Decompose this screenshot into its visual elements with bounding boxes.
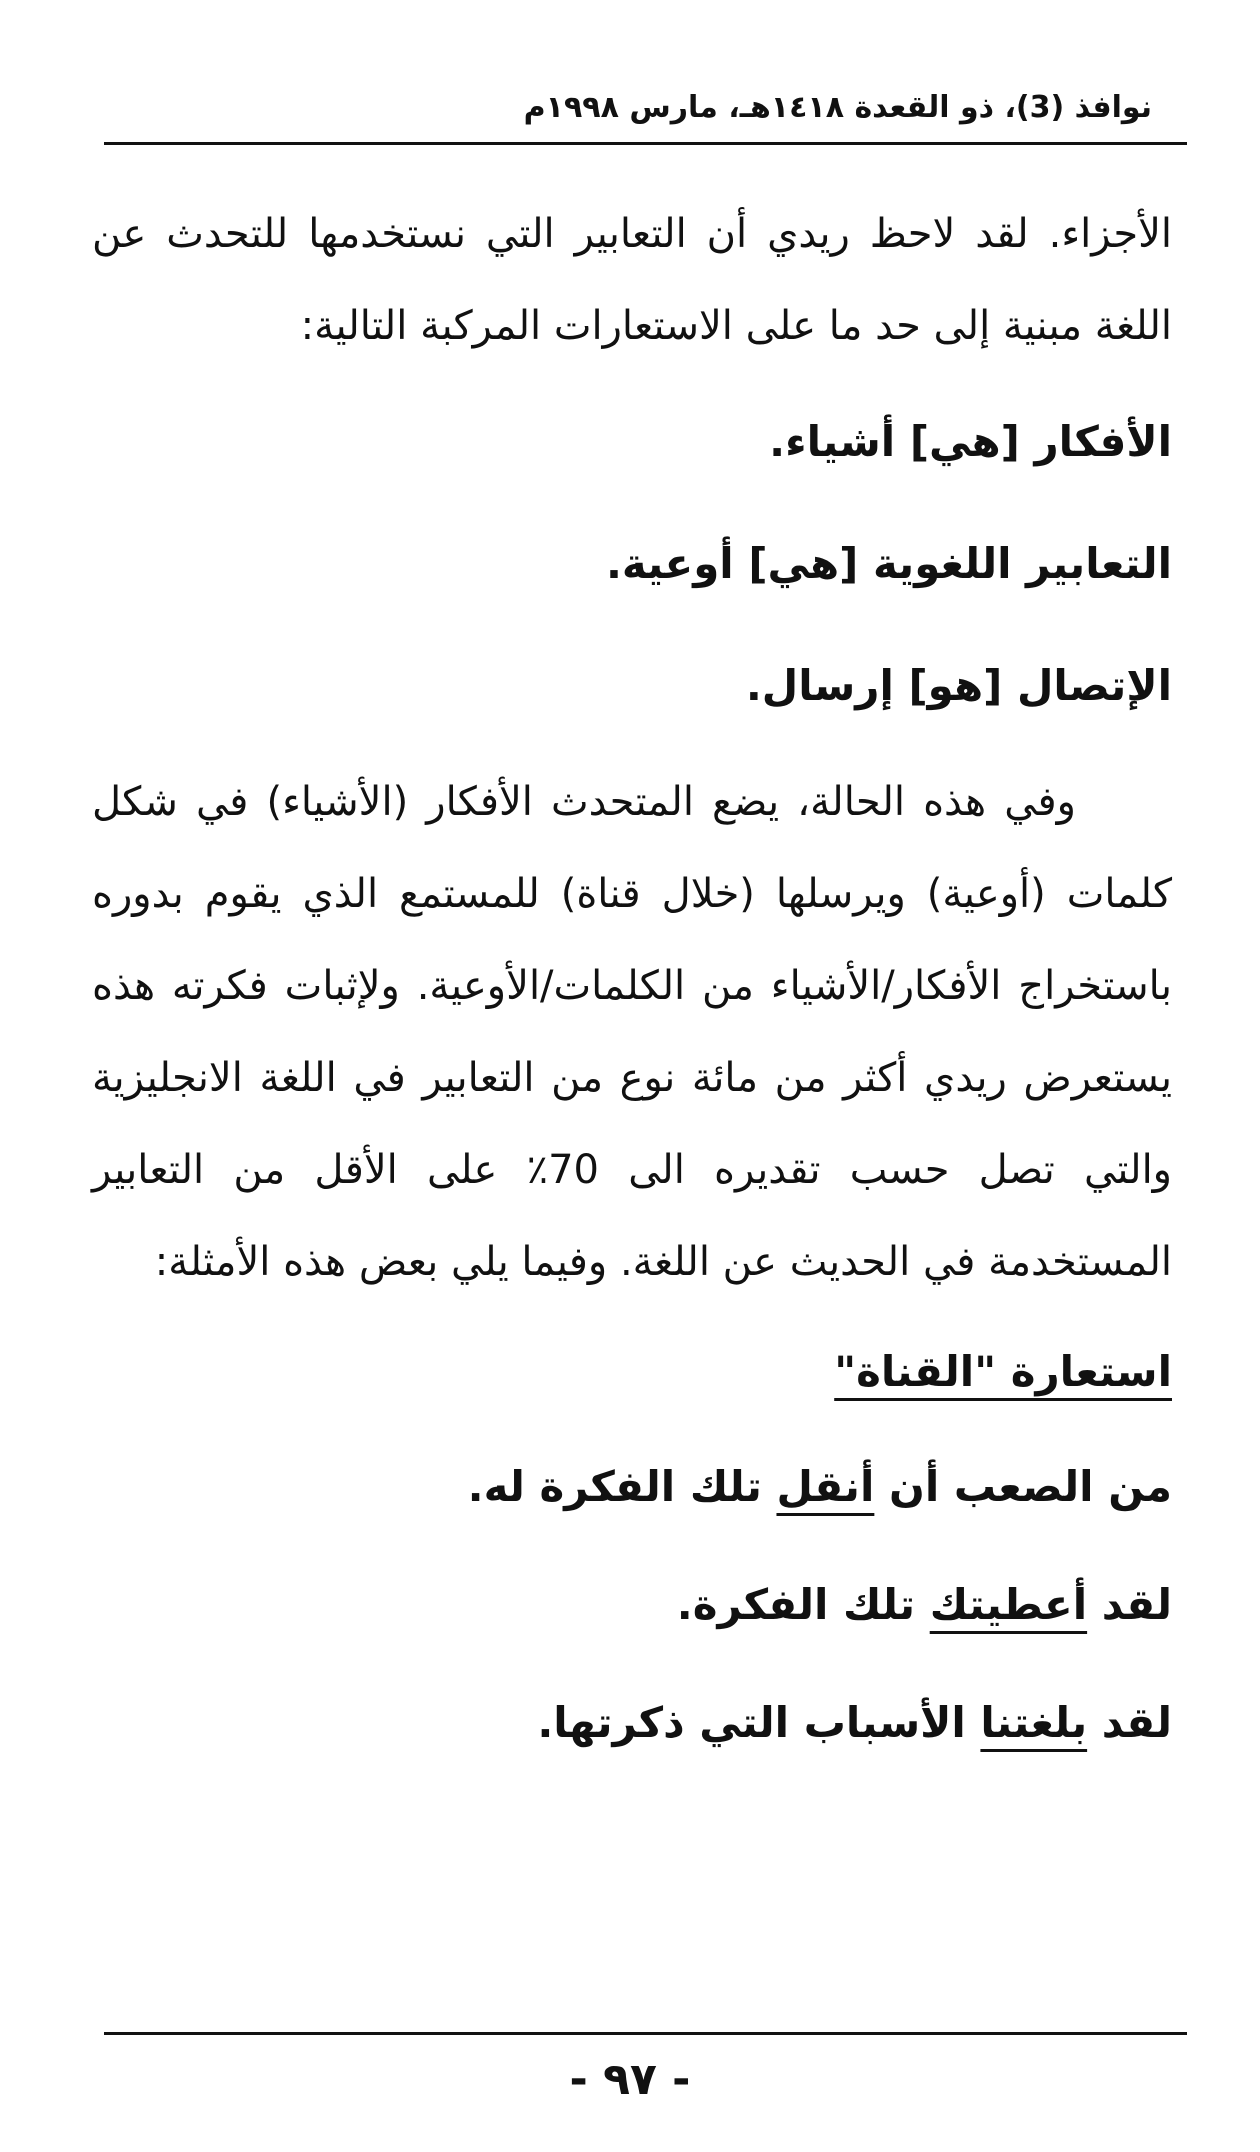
example-3-after: الأسباب التي ذكرتها. [537,1698,981,1747]
metaphor-line-3: الإتصال [هو] إرسال. [745,661,1172,710]
example-3-before: لقد [1087,1698,1172,1747]
section-heading [92,1316,1172,1428]
example-3-underlined-word: بلغتنا [980,1698,1088,1747]
example-2-before: لقد [1087,1580,1172,1629]
section-heading-text: استعارة "القناة" [834,1347,1172,1396]
metaphor-line-2: التعابير اللغوية [هي] أوعية. [605,539,1172,588]
example-1-before: من الصعب أن [874,1462,1172,1511]
example-line-2 [92,1546,1172,1664]
metaphor-line-1: الأفكار [هي] أشياء. [769,417,1172,466]
example-2-after: تلك الفكرة. [676,1580,930,1629]
paragraph-explanation: وفي هذه الحالة، يضع المتحدث الأفكار (الأشياء) في شكل كلمات (أوعية) ويرسلها (خلال قناة) للمستمع الذي يقوم بدوره باستخراج الأفكار/الأشياء من الكلمات/الأوعية. ولإثبات فكرته هذه يستعرض ريدي أكثر من مائة نوع من التعابير في اللغة الانجليزية والتي تصل حسب تقديره الى 70٪ على الأقل من التعابير المستخدمة في الحديث عن اللغة. وفيما يلي بعض هذه الأمثلة: [92,779,1172,1285]
page-number: - ٩٧ - [569,2054,691,2105]
footer-rule [104,2032,1187,2035]
example-1-after: تلك الفكرة له. [467,1462,777,1511]
paragraph-intro: الأجزاء. لقد لاحظ ريدي أن التعابير التي نستخدمها للتحدث عن اللغة مبنية إلى حد ما على الاستعارات المركبة التالية: [92,211,1172,349]
example-line-3 [92,1664,1172,1782]
page-body [92,188,1172,1782]
example-2-underlined-word: أعطيتك [929,1580,1088,1629]
running-header: نوافذ (3)، ذو القعدة ١٤١٨هـ، مارس ١٩٩٨م [523,90,1152,125]
example-1-underlined-word: أنقل [776,1462,875,1511]
header-rule [104,142,1187,145]
example-line-1 [92,1428,1172,1546]
